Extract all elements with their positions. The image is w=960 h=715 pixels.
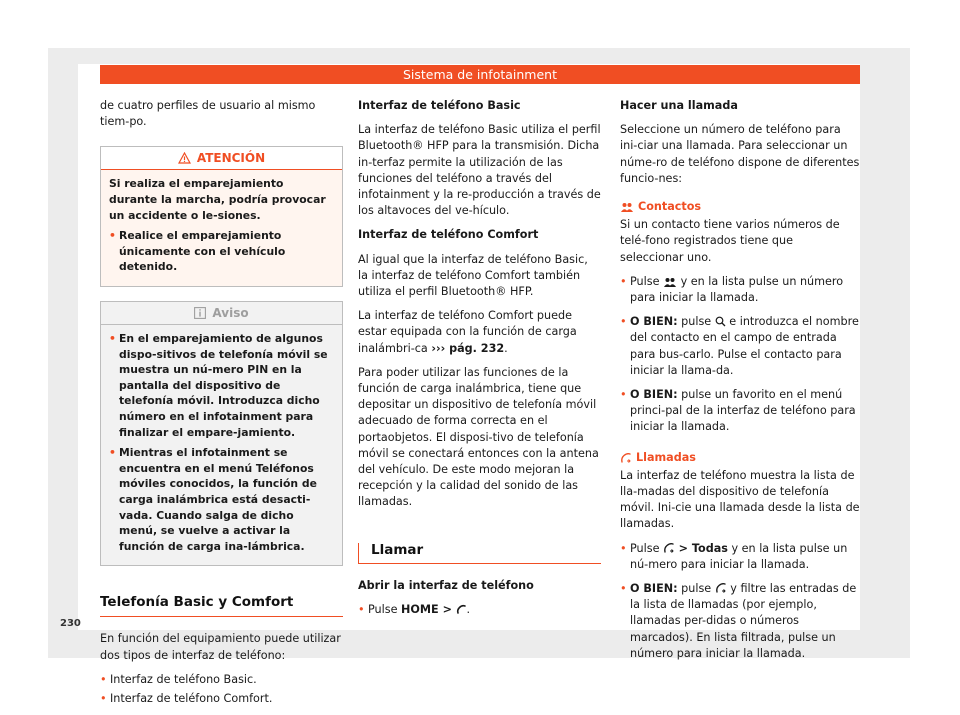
warning-body	[101, 170, 342, 286]
open-bullet	[358, 602, 601, 618]
warning-bullet: • Realice el emparejamiento únicamente con el vehículo detenido.	[109, 228, 334, 275]
section-title: Telefonía Basic y Comfort	[100, 594, 343, 617]
section-intro: En función del equipamiento puede utilizar dos tipos de interfaz de teléfono:	[100, 632, 341, 662]
note-title: Aviso	[212, 305, 249, 320]
note-bullet: • Mientras el infotainment se encuentra en el menú Teléfonos móviles conocidos, la función de carga inalámbrica está desacti-vada. Cuando salga de dicho menú, se vuelve a activar la función de carga ina-lámbrica.	[109, 445, 334, 554]
comfort-text-3: Para poder utilizar las funciones de la función de carga inalámbrica, tiene que depositar un dispositivo de telefonía móvil adecuado de forma correcta en el portaobjetos. El disposi-tivo de telefonía móvil se conectará entonces con la antena del vehículo. De este modo mejoran la recepción y la calidad del sonido de las llamadas.	[358, 365, 599, 509]
open-title: Abrir la interfaz de teléfono	[358, 578, 534, 592]
open-bullet-a: Pulse	[368, 602, 398, 616]
calls-heading	[620, 450, 860, 466]
note-body	[101, 325, 342, 565]
contacts-bullet	[620, 314, 860, 379]
info-icon	[194, 307, 206, 319]
todas-label: > Todas	[678, 541, 728, 555]
warning-box	[100, 146, 343, 287]
obien-label: O BIEN:	[630, 315, 678, 329]
contacts-heading	[620, 199, 860, 215]
list-item: • Interfaz de teléfono Comfort.	[100, 691, 343, 707]
bullet-text: e introduzca el nombre del contacto en el campo de entrada para bus-carlo. Pulse el contacto para iniciar la llama-da.	[630, 315, 859, 377]
comfort-text-2	[358, 308, 601, 357]
open-bullet-c: .	[466, 602, 471, 616]
call-text: Seleccione un número de teléfono para ini-ciar una llamada. Para seleccionar un núme-ro de teléfono dispone de diferentes funcio-nes:	[620, 123, 860, 185]
home-label: HOME >	[401, 602, 452, 616]
bullet-text: pulse	[681, 315, 712, 329]
calls-bullet	[620, 541, 860, 573]
warning-header	[101, 147, 342, 170]
contacts-icon	[620, 202, 634, 212]
warning-title: ATENCIÓN	[196, 151, 266, 166]
comfort-text-2b: .	[504, 341, 508, 355]
call-title: Hacer una llamada	[620, 99, 738, 112]
phone-icon	[456, 604, 467, 615]
bullet-text: pulse	[681, 582, 712, 596]
warning-icon	[178, 152, 191, 164]
basic-text: La interfaz de teléfono Basic utiliza el perfil Bluetooth® HFP para la transmisión. Dicha in-terfaz permite la utilización de las funciones del teléfono a través del infotainment y la re-producción a través de los altavoces del ve-hículo.	[358, 123, 601, 218]
chapter-header: Sistema de infotainment	[100, 65, 860, 84]
calls-bullet	[620, 581, 860, 662]
bullet-text: y en la lista pulse un nú-mero para iniciar la llamada.	[630, 541, 848, 571]
comfort-title: Interfaz de teléfono Comfort	[358, 228, 539, 242]
warning-text: Si realiza el emparejamiento durante la marcha, podría provocar un accidente o le-siones.	[109, 177, 326, 222]
call-list-icon	[715, 582, 727, 594]
basic-title: Interfaz de teléfono Basic	[358, 99, 521, 112]
column-3	[620, 98, 860, 670]
column-2	[358, 98, 601, 626]
comfort-text-2a: La interfaz de teléfono Comfort puede estar equipada con la función de carga inalámbri-ca	[358, 309, 577, 355]
column-1	[100, 98, 343, 715]
contacts-bullet	[620, 274, 860, 306]
call-list-icon	[663, 542, 675, 554]
bullet-text: Pulse	[630, 541, 660, 555]
intro-text: de cuatro perfiles de usuario al mismo tiem-po.	[100, 99, 316, 129]
contacts-title: Contactos	[638, 200, 702, 214]
contacts-text: Si un contacto tiene varios números de telé-fono registrados tiene que seleccionar uno.	[620, 218, 840, 264]
page-reference-link[interactable]: ››› pág. 232	[431, 341, 505, 355]
obien-label: O BIEN:	[630, 582, 678, 596]
list-item: • Interfaz de teléfono Basic.	[100, 672, 343, 688]
section-title-llamar: Llamar	[358, 543, 601, 564]
calls-text: La interfaz de teléfono muestra la lista de lla-madas del dispositivo de telefonía móvil. Ini-cie una llamada desde la lista de llamadas.	[620, 468, 860, 531]
comfort-text-1: Al igual que la interfaz de teléfono Basic, la interfaz de teléfono Comfort también utiliza el perfil Bluetooth® HFP.	[358, 252, 588, 299]
obien-label: O BIEN:	[630, 388, 678, 402]
contacts-bullet	[620, 387, 860, 436]
search-icon	[715, 316, 726, 327]
bullet-text: Pulse	[630, 274, 660, 288]
note-box	[100, 301, 343, 566]
note-bullet: • En el emparejamiento de algunos dispo-sitivos de telefonía móvil se muestra un nú-mero PIN en la pantalla del dispositivo de telefonía móvil. Introduzca dicho número en el infotainment para finalizar el empare-jamiento.	[109, 331, 334, 440]
calls-title: Llamadas	[636, 450, 696, 464]
call-list-icon	[620, 452, 632, 464]
contacts-icon	[663, 277, 677, 287]
page-number: 230	[60, 618, 81, 629]
bullet-text: pulse un favorito en el menú princi-pal de la interfaz de teléfono para iniciar la llamada.	[630, 388, 856, 434]
bullet-text: y filtre las entradas de la lista de llamadas (por ejemplo, llamadas per-didas o números marcados). En lista filtrada, pulse un número para iniciar la llamada.	[630, 582, 857, 660]
note-header	[101, 302, 342, 325]
bullet-text: y en la lista pulse un número para iniciar la llamada.	[630, 274, 844, 305]
